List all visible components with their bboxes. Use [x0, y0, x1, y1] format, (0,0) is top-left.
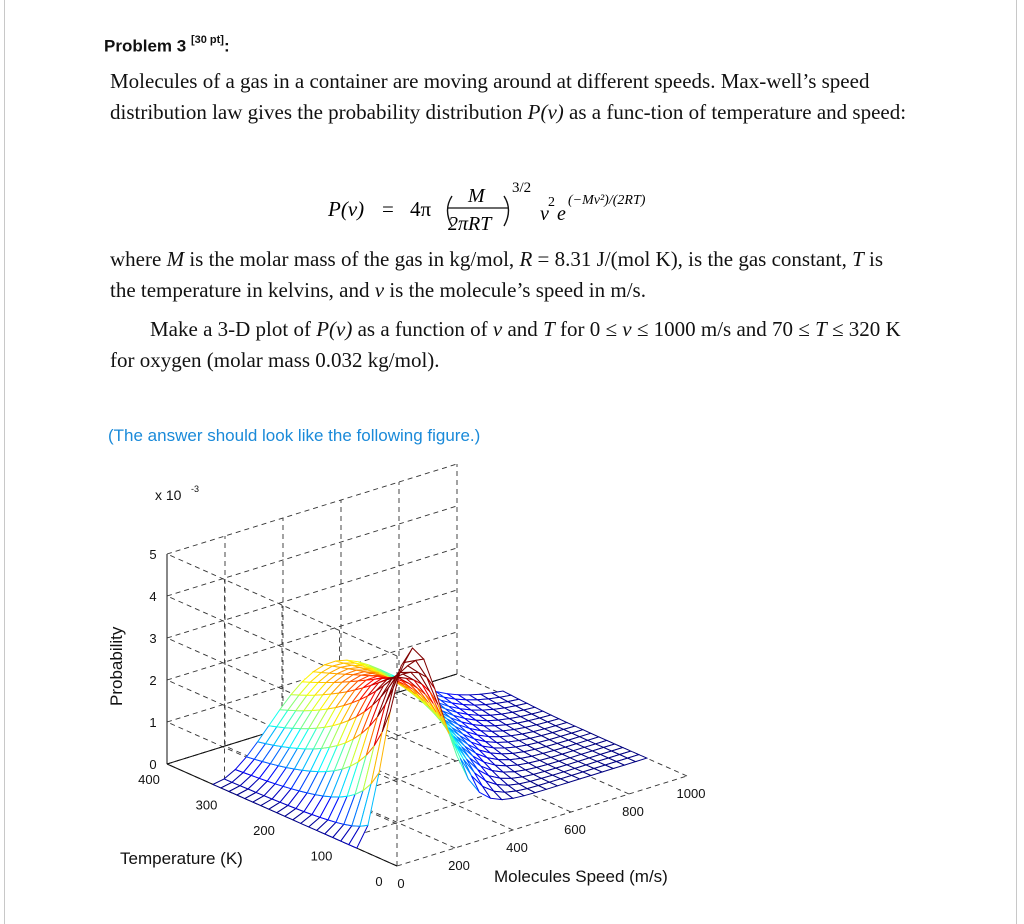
- formula-outer-exponent: 3/2: [512, 180, 532, 196]
- task-e: ≤ 1000 m/s and 70 ≤: [631, 317, 816, 341]
- intro-paragraph: [110, 66, 910, 128]
- temperature-tick-label: 200: [253, 823, 275, 838]
- where-T: T: [852, 247, 864, 271]
- speed-axis-label: Molecules Speed (m/s): [494, 867, 668, 886]
- z-multiplier-exponent: -3: [191, 484, 200, 494]
- problem-points: [30 pt]: [190, 34, 224, 46]
- grid-line: [167, 506, 457, 596]
- z-tick-label: 3: [149, 631, 157, 646]
- temperature-tick-label: 0: [375, 874, 383, 889]
- task-v2: v: [622, 317, 632, 341]
- z-tick-label: 1: [149, 715, 157, 730]
- speed-tick-label: 600: [564, 822, 586, 837]
- maxwell-formula: [0, 176, 1024, 240]
- z-tick-label: 2: [149, 673, 157, 688]
- z-axis-label: Probability: [107, 626, 126, 706]
- where-b: is the molar mass of the gas in kg/mol,: [184, 247, 520, 271]
- plot-grid: [167, 464, 687, 866]
- problem-heading: [104, 36, 230, 57]
- plot-surface: [213, 648, 647, 848]
- intro-text-b: as a func-tion of temperature and speed:: [563, 100, 907, 124]
- task-pv: P(v): [316, 317, 353, 341]
- temperature-tick-label: 100: [310, 848, 333, 864]
- surface-plot: [0, 448, 1024, 924]
- speed-tick-label: 200: [448, 858, 470, 873]
- formula-right-paren: [504, 196, 509, 226]
- where-a: where: [110, 247, 167, 271]
- definitions-paragraph: [110, 244, 910, 306]
- grid-line: [167, 464, 457, 554]
- task-paragraph: [110, 314, 910, 376]
- z-multiplier: x 10: [155, 487, 182, 503]
- intro-pv: P(v): [527, 100, 564, 124]
- task-f: ≤ 320 K for oxygen (molar mass 0.032 kg/mol).: [110, 317, 901, 372]
- task-T: T: [543, 317, 555, 341]
- temperature-tick-label: 400: [138, 772, 160, 787]
- temperature-tick-label: 300: [195, 797, 218, 813]
- speed-tick-label: 1000: [676, 786, 706, 801]
- where-M: M: [166, 247, 185, 271]
- formula-denominator: 2πRT: [448, 213, 492, 235]
- task-a: Make a 3-D plot of: [150, 317, 317, 341]
- where-R: R: [519, 247, 533, 271]
- grid-line: [167, 548, 457, 638]
- formula-numerator: M: [468, 185, 485, 207]
- task-c: and: [502, 317, 544, 341]
- speed-tick-label: 400: [506, 840, 528, 855]
- plot-ticks: [138, 547, 705, 891]
- formula-v: v: [540, 203, 549, 225]
- z-tick-label: 0: [149, 757, 157, 772]
- formula-e: e: [557, 203, 566, 225]
- z-tick-label: 5: [149, 547, 157, 562]
- where-v: v: [374, 278, 385, 302]
- z-tick-label: 4: [149, 589, 157, 604]
- speed-tick-label: 0: [397, 876, 405, 891]
- answer-note: (The answer should look like the following figure.): [108, 426, 481, 445]
- where-e: is the molecule’s speed in m/s.: [384, 278, 646, 302]
- formula-e-exponent: (−Mv²)/(2RT): [568, 193, 646, 208]
- formula-v-exponent: 2: [548, 195, 555, 210]
- intro-text-a: Molecules of a gas in a container are moving around at different speeds. Max-well’s speed distribution law gives the probability distribution: [110, 69, 870, 124]
- where-d: is the temperature in kelvins, and: [110, 247, 884, 302]
- task-T2: T: [815, 317, 827, 341]
- task-v: v: [492, 317, 503, 341]
- formula-coef: 4π: [410, 197, 432, 221]
- problem-label: Problem 3: [104, 36, 187, 56]
- speed-tick-label: 800: [622, 804, 644, 819]
- task-d: for 0 ≤: [554, 317, 623, 341]
- task-b: as a function of: [352, 317, 493, 341]
- problem-colon: :: [223, 36, 230, 56]
- where-c: = 8.31 J/(mol K), is the gas constant,: [532, 247, 853, 271]
- formula-lhs: P(v): [328, 197, 365, 221]
- temperature-axis-label: Temperature (K): [120, 849, 243, 868]
- formula-eq: =: [382, 197, 394, 221]
